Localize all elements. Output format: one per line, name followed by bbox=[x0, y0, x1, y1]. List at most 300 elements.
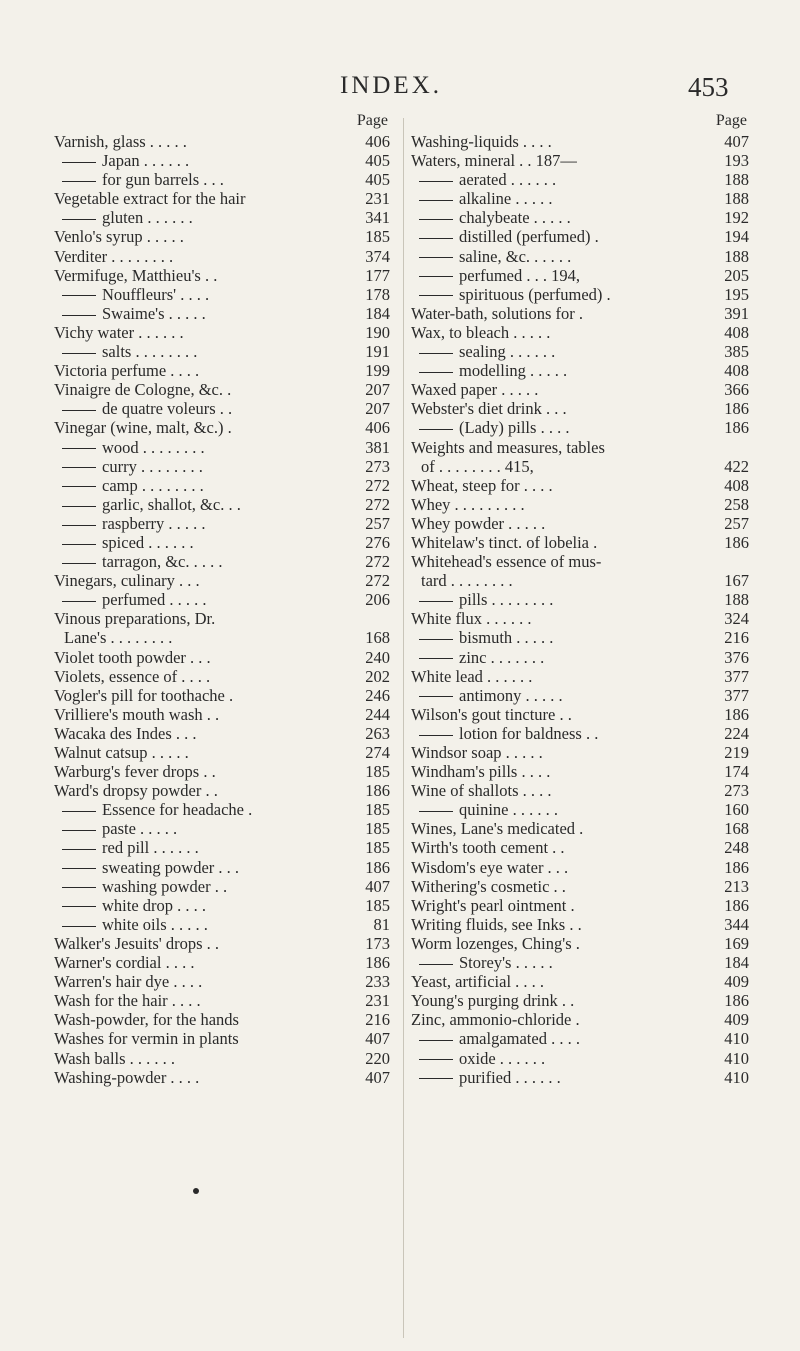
entry-page-number: 377 bbox=[724, 666, 749, 686]
index-entry bbox=[411, 208, 751, 227]
entry-page-number: 186 bbox=[365, 953, 390, 973]
entry-page-number: 213 bbox=[724, 876, 749, 896]
index-entry bbox=[54, 609, 392, 628]
index-entry bbox=[411, 438, 751, 457]
entry-text: Wax, to bleach . . . . . bbox=[411, 322, 551, 342]
index-entries-left bbox=[54, 132, 392, 1087]
entry-text: lotion for baldness . . bbox=[411, 724, 598, 743]
entry-text: Wirth's tooth cement . . bbox=[411, 838, 565, 858]
entry-text: Washing-liquids . . . . bbox=[411, 132, 552, 151]
entry-page-number: 366 bbox=[724, 380, 749, 400]
entry-text: sealing . . . . . . bbox=[411, 342, 555, 361]
entry-text: garlic, shallot, &c. . . bbox=[54, 495, 241, 514]
entry-text: Lane's . . . . . . . . bbox=[64, 628, 173, 648]
index-entry bbox=[54, 1010, 392, 1029]
entry-page-number: 185 bbox=[365, 819, 390, 839]
entry-text: Wacaka des Indes . . . bbox=[54, 723, 197, 743]
index-entry bbox=[411, 991, 751, 1010]
entry-text: Windsor soap . . . . . bbox=[411, 743, 543, 762]
index-entry bbox=[411, 361, 751, 380]
index-entry bbox=[411, 457, 751, 476]
index-entry bbox=[54, 380, 392, 399]
entry-text: aerated . . . . . . bbox=[411, 170, 556, 189]
entry-text: curry . . . . . . . . bbox=[54, 457, 203, 476]
entry-text: Waxed paper . . . . . bbox=[411, 380, 539, 400]
index-entry bbox=[411, 399, 751, 418]
entry-page-number: 258 bbox=[724, 494, 749, 514]
index-entry bbox=[411, 781, 751, 800]
entry-text: Japan . . . . . . bbox=[54, 151, 189, 170]
entry-page-number: 186 bbox=[365, 857, 390, 877]
index-entry bbox=[411, 266, 751, 285]
entry-text: distilled (perfumed) . bbox=[411, 227, 599, 246]
index-entry bbox=[411, 476, 751, 495]
index-entry bbox=[54, 800, 392, 819]
index-entry bbox=[411, 304, 751, 323]
index-entry bbox=[54, 361, 392, 380]
entry-text: Webster's diet drink . . . bbox=[411, 399, 567, 419]
index-entry bbox=[54, 915, 392, 934]
entry-text: camp . . . . . . . . bbox=[54, 476, 204, 495]
index-column-left bbox=[54, 112, 392, 1087]
entry-text: Wash balls . . . . . . bbox=[54, 1048, 176, 1068]
entry-text: tarragon, &c. . . . . bbox=[54, 552, 223, 571]
index-entry bbox=[54, 304, 392, 323]
entry-page-number: 391 bbox=[724, 303, 749, 323]
entry-text: White flux . . . . . . bbox=[411, 609, 532, 629]
index-entry bbox=[411, 800, 751, 819]
entry-text: Warren's hair dye . . . . bbox=[54, 972, 203, 992]
index-entry bbox=[411, 571, 751, 590]
index-entry bbox=[54, 514, 392, 533]
entry-page-number: 224 bbox=[724, 723, 749, 743]
entry-page-number: 195 bbox=[724, 284, 749, 304]
entry-text: zinc . . . . . . . bbox=[411, 648, 544, 667]
entry-text: Wines, Lane's medicated . bbox=[411, 819, 584, 839]
index-entry bbox=[54, 227, 392, 246]
entry-text: antimony . . . . . bbox=[411, 686, 563, 705]
entry-page-number: 407 bbox=[365, 1029, 390, 1049]
entry-text: modelling . . . . . bbox=[411, 361, 567, 380]
entry-page-number: 216 bbox=[724, 628, 749, 648]
entry-text: Writing fluids, see Inks . . bbox=[411, 914, 582, 934]
entry-text: Wash for the hair . . . . bbox=[54, 991, 201, 1011]
index-entry bbox=[411, 953, 751, 972]
index-entry bbox=[411, 915, 751, 934]
entry-text: Violets, essence of . . . . bbox=[54, 666, 211, 686]
entry-page-number: 272 bbox=[365, 494, 390, 514]
entry-page-number: 173 bbox=[365, 933, 390, 953]
entry-page-number: 191 bbox=[365, 342, 390, 362]
entry-page-number: 244 bbox=[365, 704, 390, 724]
index-entry bbox=[54, 571, 392, 590]
index-entry bbox=[411, 380, 751, 399]
entry-text: Wisdom's eye water . . . bbox=[411, 857, 569, 877]
entry-page-number: 272 bbox=[365, 552, 390, 572]
index-entry bbox=[411, 418, 751, 437]
page-column-label: Page bbox=[715, 112, 747, 129]
index-entry bbox=[54, 151, 392, 170]
entry-text: Whey . . . . . . . . . bbox=[411, 494, 525, 514]
index-entry bbox=[54, 686, 392, 705]
entry-page-number: 405 bbox=[365, 151, 390, 171]
entry-text: for gun barrels . . . bbox=[54, 170, 224, 189]
entry-text: wood . . . . . . . . bbox=[54, 438, 205, 457]
entry-text: Vinous preparations, Dr. bbox=[54, 609, 216, 629]
index-entry bbox=[411, 170, 751, 189]
entry-page-number: 185 bbox=[365, 895, 390, 915]
index-entry bbox=[54, 189, 392, 208]
entry-page-number: 344 bbox=[724, 914, 749, 934]
index-entry bbox=[411, 705, 751, 724]
entry-text: raspberry . . . . . bbox=[54, 514, 206, 533]
entry-page-number: 206 bbox=[365, 590, 390, 610]
index-entry bbox=[54, 285, 392, 304]
entry-page-number: 410 bbox=[724, 1067, 749, 1087]
index-entry bbox=[411, 495, 751, 514]
entry-text: White lead . . . . . . bbox=[411, 666, 533, 686]
entry-text: Warner's cordial . . . . bbox=[54, 953, 195, 973]
index-entry bbox=[54, 495, 392, 514]
entry-page-number: 192 bbox=[724, 208, 749, 228]
entry-page-number: 219 bbox=[724, 743, 749, 762]
index-entry bbox=[411, 1049, 751, 1068]
entry-page-number: 381 bbox=[365, 437, 390, 457]
entry-page-number: 407 bbox=[365, 1067, 390, 1087]
entry-page-number: 408 bbox=[724, 361, 749, 381]
entry-page-number: 407 bbox=[724, 132, 749, 151]
index-entry bbox=[411, 1029, 751, 1048]
entry-page-number: 408 bbox=[724, 322, 749, 342]
entry-text: Vichy water . . . . . . bbox=[54, 322, 184, 342]
index-entry bbox=[54, 342, 392, 361]
entry-text: Vogler's pill for toothache . bbox=[54, 685, 234, 705]
entry-text: Water-bath, solutions for . bbox=[411, 303, 584, 323]
entry-text: quinine . . . . . . bbox=[411, 800, 558, 819]
index-entry bbox=[411, 132, 751, 151]
entry-text: salts . . . . . . . . bbox=[54, 342, 197, 361]
index-entry bbox=[411, 838, 751, 857]
entry-page-number: 185 bbox=[365, 800, 390, 820]
entry-page-number: 385 bbox=[724, 342, 749, 362]
entry-text: Whitelaw's tinct. of lobelia . bbox=[411, 532, 598, 552]
index-entry bbox=[54, 1029, 392, 1048]
entry-text: chalybeate . . . . . bbox=[411, 208, 571, 227]
entry-text: Wheat, steep for . . . . bbox=[411, 475, 553, 495]
entry-page-number: 273 bbox=[365, 456, 390, 476]
entry-page-number: 272 bbox=[365, 475, 390, 495]
entry-page-number: 186 bbox=[365, 781, 390, 801]
entry-text: Whey powder . . . . . bbox=[411, 513, 546, 533]
entry-page-number: 185 bbox=[365, 762, 390, 782]
entry-page-number: 410 bbox=[724, 1029, 749, 1049]
entry-text: washing powder . . bbox=[54, 877, 227, 896]
entry-text: Essence for headache . bbox=[54, 800, 252, 819]
index-entry bbox=[411, 819, 751, 838]
entry-text: Worm lozenges, Ching's . bbox=[411, 933, 580, 953]
index-entry bbox=[54, 991, 392, 1010]
entry-page-number: 199 bbox=[365, 361, 390, 381]
entry-page-number: 193 bbox=[724, 151, 749, 171]
entry-text: de quatre voleurs . . bbox=[54, 399, 232, 418]
index-entry bbox=[54, 648, 392, 667]
entry-page-number: 405 bbox=[365, 170, 390, 190]
entry-text: Walnut catsup . . . . . bbox=[54, 743, 189, 762]
entry-page-number: 233 bbox=[365, 972, 390, 992]
entry-page-number: 185 bbox=[365, 227, 390, 247]
index-entry bbox=[411, 323, 751, 342]
entry-text: gluten . . . . . . bbox=[54, 208, 193, 227]
entry-page-number: 231 bbox=[365, 189, 390, 209]
index-entry bbox=[411, 552, 751, 571]
entry-page-number: 274 bbox=[365, 743, 390, 762]
index-entry bbox=[54, 170, 392, 189]
entry-page-number: 257 bbox=[365, 513, 390, 533]
entry-page-number: 188 bbox=[724, 170, 749, 190]
entry-text: white oils . . . . . bbox=[54, 915, 208, 934]
index-entry bbox=[54, 552, 392, 571]
entry-page-number: 409 bbox=[724, 972, 749, 992]
entry-page-number: 406 bbox=[365, 418, 390, 438]
page-title: INDEX. bbox=[340, 72, 443, 99]
entry-page-number: 174 bbox=[724, 762, 749, 782]
ink-dot-mark bbox=[193, 1188, 199, 1194]
entry-text: Wash-powder, for the hands bbox=[54, 1010, 239, 1030]
entry-text: Violet tooth powder . . . bbox=[54, 647, 211, 667]
entry-text: tard . . . . . . . . bbox=[421, 571, 513, 591]
entry-page-number: 190 bbox=[365, 322, 390, 342]
entry-text: Washing-powder . . . . bbox=[54, 1067, 200, 1087]
index-entry bbox=[54, 838, 392, 857]
entry-text: spirituous (perfumed) . bbox=[411, 285, 611, 304]
entry-text: Weights and measures, tables bbox=[411, 437, 605, 457]
index-entry bbox=[411, 972, 751, 991]
entry-page-number: 248 bbox=[724, 838, 749, 858]
entry-page-number: 272 bbox=[365, 571, 390, 591]
entry-page-number: 257 bbox=[724, 513, 749, 533]
entry-text: Windham's pills . . . . bbox=[411, 762, 551, 782]
entry-page-number: 185 bbox=[365, 838, 390, 858]
entry-text: Withering's cosmetic . . bbox=[411, 876, 566, 896]
index-entry bbox=[54, 1049, 392, 1068]
entry-text: perfumed . . . 194, bbox=[411, 266, 580, 285]
entry-page-number: 341 bbox=[365, 208, 390, 228]
index-entry bbox=[411, 247, 751, 266]
index-entry bbox=[54, 819, 392, 838]
entry-text: Whitehead's essence of mus- bbox=[411, 552, 602, 572]
entry-page-number: 186 bbox=[724, 991, 749, 1011]
entry-page-number: 246 bbox=[365, 685, 390, 705]
entry-text: of . . . . . . . . 415, bbox=[421, 456, 534, 476]
entry-page-number: 178 bbox=[365, 284, 390, 304]
index-entry bbox=[411, 1068, 751, 1087]
entry-page-number: 207 bbox=[365, 399, 390, 419]
index-entry bbox=[54, 533, 392, 552]
index-entry bbox=[411, 151, 751, 170]
index-entry bbox=[411, 648, 751, 667]
entry-page-number: 188 bbox=[724, 189, 749, 209]
index-entry bbox=[54, 418, 392, 437]
entry-text: Vermifuge, Matthieu's . . bbox=[54, 265, 218, 285]
index-entry bbox=[54, 972, 392, 991]
entry-text: sweating powder . . . bbox=[54, 858, 239, 877]
entry-page-number: 263 bbox=[365, 723, 390, 743]
entry-page-number: 186 bbox=[724, 704, 749, 724]
entry-text: Nouffleurs' . . . . bbox=[54, 285, 209, 304]
entry-text: Victoria perfume . . . . bbox=[54, 361, 200, 381]
entry-page-number: 220 bbox=[365, 1048, 390, 1068]
index-entry bbox=[54, 628, 392, 647]
entry-text: Walker's Jesuits' drops . . bbox=[54, 933, 220, 953]
entry-text: Venlo's syrup . . . . . bbox=[54, 227, 184, 247]
index-entry bbox=[411, 877, 751, 896]
entry-text: Swaime's . . . . . bbox=[54, 304, 206, 323]
entry-text: pills . . . . . . . . bbox=[411, 590, 553, 609]
index-entry bbox=[54, 724, 392, 743]
index-entry bbox=[54, 743, 392, 762]
entry-page-number: 276 bbox=[365, 532, 390, 552]
entry-text: Wilson's gout tincture . . bbox=[411, 704, 572, 724]
entry-page-number: 205 bbox=[724, 265, 749, 285]
index-entry bbox=[411, 743, 751, 762]
entry-text: Warburg's fever drops . . bbox=[54, 762, 216, 782]
index-entry bbox=[54, 266, 392, 285]
entry-text: Zinc, ammonio-chloride . bbox=[411, 1010, 580, 1030]
entry-page-number: 186 bbox=[724, 418, 749, 438]
entry-page-number: 184 bbox=[365, 303, 390, 323]
index-entry bbox=[411, 533, 751, 552]
index-entry bbox=[411, 667, 751, 686]
entry-text: Vinaigre de Cologne, &c. . bbox=[54, 380, 232, 400]
entry-text: (Lady) pills . . . . bbox=[411, 418, 569, 437]
entry-text: white drop . . . . bbox=[54, 896, 206, 915]
entry-page-number: 410 bbox=[724, 1048, 749, 1068]
index-entry bbox=[54, 934, 392, 953]
entry-text: saline, &c. . . . . . bbox=[411, 247, 571, 266]
index-entry bbox=[411, 1010, 751, 1029]
entry-page-number: 188 bbox=[724, 590, 749, 610]
entry-page-number: 324 bbox=[724, 609, 749, 629]
entry-text: spiced . . . . . . bbox=[54, 533, 194, 552]
index-entry bbox=[54, 132, 392, 151]
index-entry bbox=[411, 724, 751, 743]
entry-page-number: 408 bbox=[724, 475, 749, 495]
entry-text: Wright's pearl ointment . bbox=[411, 895, 575, 915]
entry-text: paste . . . . . bbox=[54, 819, 177, 838]
index-entry bbox=[411, 896, 751, 915]
entry-page-number: 409 bbox=[724, 1010, 749, 1030]
entry-text: Vinegar (wine, malt, &c.) . bbox=[54, 418, 232, 438]
index-entry bbox=[54, 208, 392, 227]
entry-text: purified . . . . . . bbox=[411, 1068, 561, 1087]
index-entry bbox=[54, 323, 392, 342]
entry-text: Waters, mineral . . 187— bbox=[411, 151, 577, 171]
entry-page-number: 194 bbox=[724, 227, 749, 247]
index-entry bbox=[54, 476, 392, 495]
index-entry bbox=[54, 877, 392, 896]
index-entry bbox=[54, 1068, 392, 1087]
entry-page-number: 374 bbox=[365, 246, 390, 266]
index-entry bbox=[54, 247, 392, 266]
entry-page-number: 216 bbox=[365, 1010, 390, 1030]
index-entry bbox=[411, 934, 751, 953]
entry-page-number: 240 bbox=[365, 647, 390, 667]
entry-page-number: 407 bbox=[365, 876, 390, 896]
entry-text: Ward's dropsy powder . . bbox=[54, 781, 218, 801]
index-entry bbox=[411, 514, 751, 533]
index-entry bbox=[54, 705, 392, 724]
index-entry bbox=[411, 189, 751, 208]
entry-page-number: 422 bbox=[724, 456, 749, 476]
index-entry bbox=[411, 609, 751, 628]
entry-text: Vrilliere's mouth wash . . bbox=[54, 704, 220, 724]
index-entry bbox=[411, 686, 751, 705]
index-entry bbox=[54, 762, 392, 781]
index-entry bbox=[54, 590, 392, 609]
index-entries-right bbox=[411, 132, 751, 1087]
entry-text: perfumed . . . . . bbox=[54, 590, 206, 609]
entry-page-number: 168 bbox=[365, 628, 390, 648]
entry-page-number: 81 bbox=[373, 914, 390, 934]
index-entry bbox=[54, 457, 392, 476]
entry-text: Vegetable extract for the hair bbox=[54, 189, 246, 209]
index-entry bbox=[411, 762, 751, 781]
index-entry bbox=[411, 590, 751, 609]
entry-text: Wine of shallots . . . . bbox=[411, 781, 552, 801]
entry-page-number: 231 bbox=[365, 991, 390, 1011]
entry-text: Washes for vermin in plants bbox=[54, 1029, 239, 1049]
entry-page-number: 177 bbox=[365, 265, 390, 285]
entry-text: Young's purging drink . . bbox=[411, 991, 575, 1011]
entry-page-number: 376 bbox=[724, 647, 749, 667]
entry-page-number: 202 bbox=[365, 666, 390, 686]
entry-text: bismuth . . . . . bbox=[411, 628, 553, 647]
entry-page-number: 186 bbox=[724, 895, 749, 915]
entry-text: Vinegars, culinary . . . bbox=[54, 571, 200, 591]
column-divider bbox=[403, 118, 404, 1338]
page-number: 453 bbox=[688, 72, 729, 102]
entry-page-number: 186 bbox=[724, 532, 749, 552]
entry-page-number: 168 bbox=[724, 819, 749, 839]
index-entry bbox=[54, 399, 392, 418]
index-entry bbox=[54, 781, 392, 800]
entry-page-number: 186 bbox=[724, 857, 749, 877]
entry-text: Storey's . . . . . bbox=[411, 953, 553, 972]
entry-page-number: 273 bbox=[724, 781, 749, 801]
index-entry bbox=[54, 438, 392, 457]
entry-page-number: 186 bbox=[724, 399, 749, 419]
entry-text: Varnish, glass . . . . . bbox=[54, 132, 187, 151]
index-entry bbox=[54, 667, 392, 686]
index-entry bbox=[411, 227, 751, 246]
entry-page-number: 184 bbox=[724, 953, 749, 973]
index-entry bbox=[54, 953, 392, 972]
entry-text: Verditer . . . . . . . . bbox=[54, 246, 174, 266]
entry-text: oxide . . . . . . bbox=[411, 1049, 545, 1068]
index-entry bbox=[411, 858, 751, 877]
entry-page-number: 160 bbox=[724, 800, 749, 820]
index-entry bbox=[54, 858, 392, 877]
index-entry bbox=[411, 285, 751, 304]
entry-page-number: 406 bbox=[365, 132, 390, 151]
index-column-right bbox=[411, 112, 751, 1087]
entry-page-number: 377 bbox=[724, 685, 749, 705]
entry-page-number: 167 bbox=[724, 571, 749, 591]
entry-text: Yeast, artificial . . . . bbox=[411, 972, 545, 992]
entry-page-number: 207 bbox=[365, 380, 390, 400]
entry-text: red pill . . . . . . bbox=[54, 838, 199, 857]
entry-text: amalgamated . . . . bbox=[411, 1029, 580, 1048]
